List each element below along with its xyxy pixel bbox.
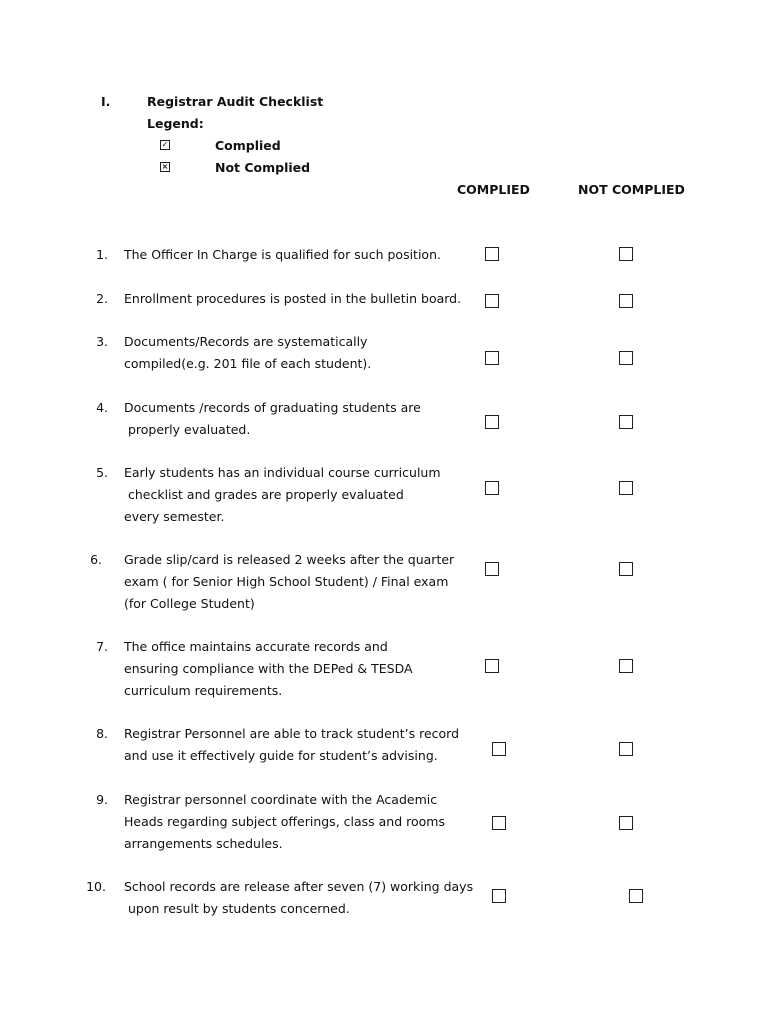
item-text-line: ensuring compliance with the DEPed & TESDA [124,661,413,676]
complied-checkbox[interactable] [485,659,499,673]
legend-not-complied-label: Not Complied [215,160,311,175]
section-numeral: I. [101,94,111,109]
item-text-line: Grade slip/card is released 2 weeks after the quarter [124,552,455,567]
complied-checkbox[interactable] [485,562,499,576]
legend-complied-label: Complied [215,138,281,153]
item-number: 2. [96,291,108,306]
not-complied-checkbox[interactable] [629,889,643,903]
item-text-line: arrangements schedules. [124,836,283,851]
item-text-line: Early students has an individual course curriculum [124,465,441,480]
not-complied-checkbox[interactable] [619,351,633,365]
item-text-line: Enrollment procedures is posted in the bulletin board. [124,291,462,306]
item-text-line: Documents /records of graduating students are [124,400,421,415]
item-text-line: Registrar Personnel are able to track student’s record [124,726,460,741]
item-text-line: (for College Student) [124,596,255,611]
column-header-not-complied: NOT COMPLIED [578,182,685,197]
item-text-line: curriculum requirements. [124,683,283,698]
item-number: 7. [96,639,108,654]
complied-checkbox[interactable] [485,247,499,261]
item-number: 4. [96,400,108,415]
complied-checkbox[interactable] [492,742,506,756]
item-number: 5. [96,465,108,480]
item-text-line: properly evaluated. [124,422,251,437]
not-complied-checkbox[interactable] [619,294,633,308]
item-text-line: Heads regarding subject offerings, class and rooms [124,814,445,829]
complied-checkbox[interactable] [492,816,506,830]
item-text-line: The Officer In Charge is qualified for such position. [124,247,441,262]
item-text-line: checklist and grades are properly evaluated [124,487,404,502]
item-text-line: upon result by students concerned. [124,901,350,916]
complied-checkbox[interactable] [485,351,499,365]
checkbox-checked-icon: ✓ [161,140,169,149]
not-complied-checkbox[interactable] [619,481,633,495]
item-text-line: School records are release after seven (7) working days [124,879,474,894]
item-text-line: The office maintains accurate records and [124,639,388,654]
item-number: 3. [96,334,108,349]
checkbox-x-icon: × [161,162,169,171]
item-number: 1. [96,247,108,262]
legend-label: Legend: [147,116,204,131]
not-complied-checkbox[interactable] [619,415,633,429]
column-header-complied: COMPLIED [457,182,530,197]
not-complied-checkbox[interactable] [619,562,633,576]
item-text-line: compiled(e.g. 201 file of each student). [124,356,372,371]
complied-checkbox[interactable] [485,415,499,429]
item-text-line: every semester. [124,509,225,524]
not-complied-checkbox[interactable] [619,742,633,756]
complied-checkbox[interactable] [485,481,499,495]
not-complied-checkbox[interactable] [619,816,633,830]
item-text-line: Documents/Records are systematically [124,334,368,349]
page-title: Registrar Audit Checklist [147,94,324,109]
not-complied-checkbox[interactable] [619,659,633,673]
item-text-line: Registrar personnel coordinate with the Academic [124,792,438,807]
item-number: 8. [96,726,108,741]
item-text-line: exam ( for Senior High School Student) / Final exam [124,574,449,589]
complied-checkbox[interactable] [485,294,499,308]
item-number: 10. [86,879,106,894]
item-number: 9. [96,792,108,807]
item-text-line: and use it effectively guide for student’s advising. [124,748,438,763]
not-complied-checkbox[interactable] [619,247,633,261]
item-number: 6. [90,552,102,567]
complied-checkbox[interactable] [492,889,506,903]
